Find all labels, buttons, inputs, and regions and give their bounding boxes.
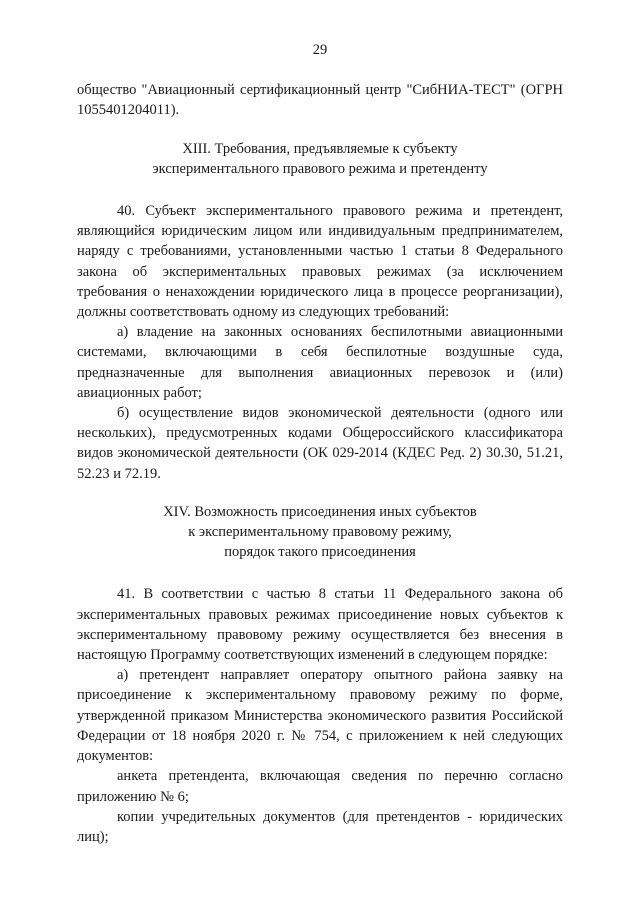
section-13-heading-line-1: XIII. Требования, предъявляемые к субъекту — [182, 140, 458, 157]
paragraph-41-a: а) претендент направляет оператору опытного района заявку на присоединение к экспериментальному правовому режиму по форме, утвержденной приказом Министерства экономического развития Российской Федерации от 18 ноября 2020 г. № 754, с приложением к ней следующих документов: — [77, 667, 563, 765]
section-14-heading-line-3: порядок такого присоединения — [224, 544, 416, 561]
paragraph-41-a-item-2: копии учредительных документов (для претендентов - юридических лиц); — [77, 808, 563, 845]
spacer — [77, 179, 563, 201]
spacer — [77, 484, 563, 502]
document-page — [77, 40, 563, 847]
section-14-heading-line-2: к экспериментальному правовому режиму, — [188, 524, 452, 541]
paragraph-41-a-item-1: анкета претендента, включающая сведения по перечню согласно приложению № 6; — [77, 768, 563, 805]
paragraph-41: 41. В соответствии с частью 8 статьи 11 Федерального закона об экспериментальных правовых режимах присоединение новых субъектов к экспериментальному правовому режиму осуществляется без внесения в настоящую Программу соответствующих изменений в следующем порядке: — [77, 586, 563, 664]
intro-paragraph: общество "Авиационный сертификационный центр "СибНИА-ТЕСТ" (ОГРН 1055401204011). — [77, 82, 563, 119]
spacer — [77, 121, 563, 139]
paragraph-40-a: а) владение на законных основаниях беспилотными авиационными системами, включающими в себя беспилотные воздушные суда, предназначенные для выполнения авиационных перевозок и (или) авиационных работ; — [77, 324, 563, 401]
section-14-heading — [77, 502, 563, 563]
paragraph-40-b: б) осуществление видов экономической деятельности (одного или нескольких), предусмотренных кодами Общероссийского классификатора видов экономической деятельности (ОК 029-2014 (КДЕС Ред. 2) 30.30, 51.21, 52.23 и 72.19. — [77, 405, 563, 482]
section-13-heading-line-2: экспериментального правового режима и претенденту — [152, 160, 488, 177]
paragraph-40: 40. Субъект экспериментального правового режима и претендент, являющийся юридическим лицом или индивидуальным предпринимателем, наряду с требованиями, установленными частью 1 статьи 8 Федерального закона об экспериментальных правовых режимах (за исключением требования о ненахождении юридического лица в процессе реорганизации), должны соответствовать одному из следующих требований: — [77, 203, 563, 321]
spacer — [77, 562, 563, 584]
page-number: 29 — [312, 42, 328, 58]
section-13-heading — [77, 139, 563, 179]
section-14-heading-line-1: XIV. Возможность присоединения иных субъектов — [163, 503, 477, 520]
